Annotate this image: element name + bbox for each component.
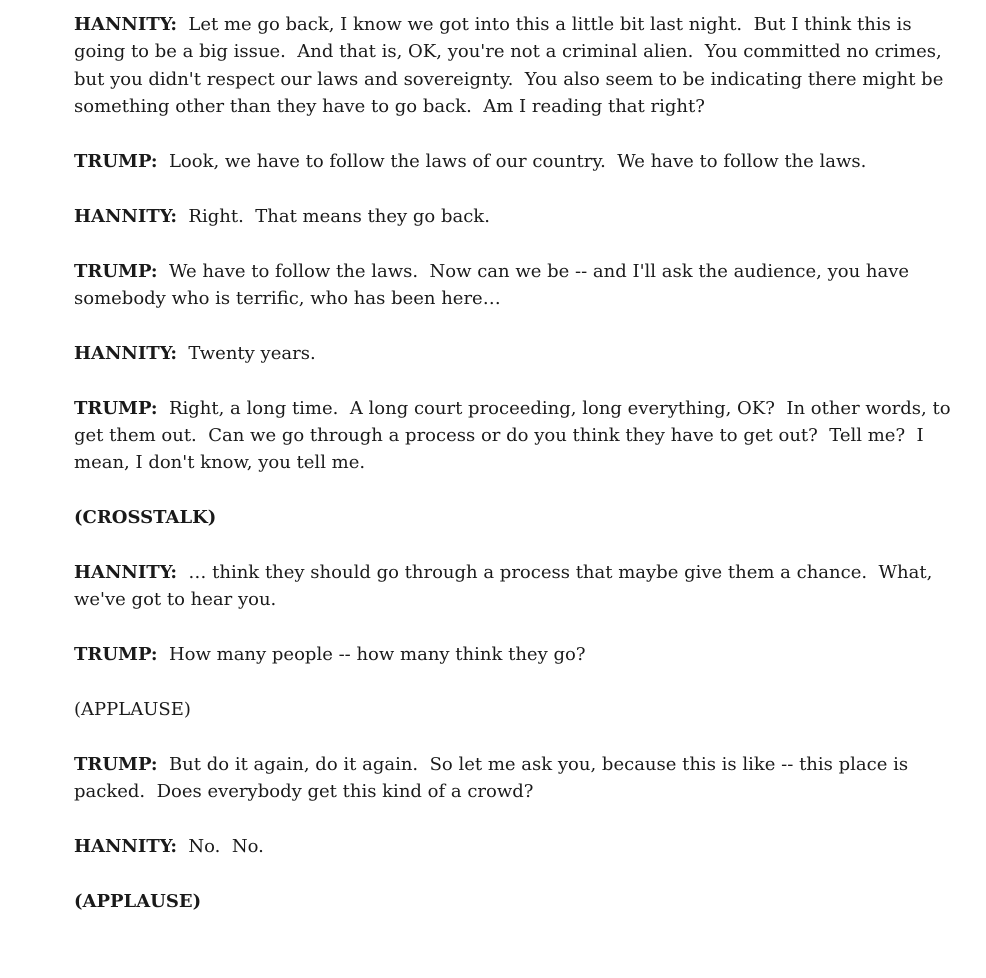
transcript-paragraph	[74, 148, 954, 175]
speaker-name: HANNITY:	[74, 562, 177, 584]
transcript-paragraph	[74, 833, 954, 860]
transcript-paragraph	[74, 11, 954, 121]
stage-direction-applause-bold: (APPLAUSE)	[74, 890, 202, 912]
speaker-name: TRUMP:	[74, 151, 158, 173]
speech-text: Right, a long time. A long court proceeding, long everything, OK? In other words, to get them out. Can we go through a process or do you think they have to get out? Tell me? I mean, I don't know, you tell me.	[74, 397, 957, 474]
speaker-name: TRUMP:	[74, 260, 158, 282]
transcript-paragraph	[74, 395, 957, 477]
speaker-name: TRUMP:	[74, 753, 158, 775]
transcript-paragraph	[74, 340, 954, 367]
speech-text: Look, we have to follow the laws of our country. We have to follow the laws.	[157, 151, 867, 173]
speaker-name: TRUMP:	[74, 644, 158, 666]
transcript-page	[74, 11, 957, 943]
speech-text: We have to follow the laws. Now can we be -- and I'll ask the audience, you have somebody who is terrific, who has been here…	[74, 260, 915, 310]
transcript-paragraph	[74, 258, 954, 313]
speaker-name: HANNITY:	[74, 836, 177, 858]
speech-text: No. No.	[176, 836, 264, 858]
stage-direction-crosstalk: (CROSSTALK)	[74, 507, 217, 529]
speech-text: Let me go back, I know we got into this a little bit last night. But I think this is going to be a big issue. And that is, OK, you're not a criminal alien. You committed no crimes, but you didn't respect our laws and sovereignty. You also seem to be indicating there might be something other than they have to go back. Am I reading that right?	[74, 14, 950, 118]
speaker-name: HANNITY:	[74, 14, 177, 35]
speech-text: Twenty years.	[176, 342, 316, 364]
speaker-name: HANNITY:	[74, 205, 177, 227]
transcript-paragraph	[74, 559, 954, 614]
speaker-name: HANNITY:	[74, 342, 177, 364]
stage-direction-applause: (APPLAUSE)	[74, 699, 191, 721]
transcript-paragraph	[74, 751, 954, 806]
speech-text: Right. That means they go back.	[176, 205, 490, 227]
speech-text: How many people -- how many think they go?	[157, 644, 586, 666]
speech-text: … think they should go through a process that maybe give them a chance. What, we've got to hear you.	[74, 562, 939, 611]
speaker-name: TRUMP:	[74, 397, 158, 419]
transcript-paragraph	[74, 641, 954, 668]
speech-text: But do it again, do it again. So let me ask you, because this is like -- this place is packed. Does everybody get this kind of a crowd?	[74, 753, 914, 803]
transcript-paragraph	[74, 203, 954, 230]
